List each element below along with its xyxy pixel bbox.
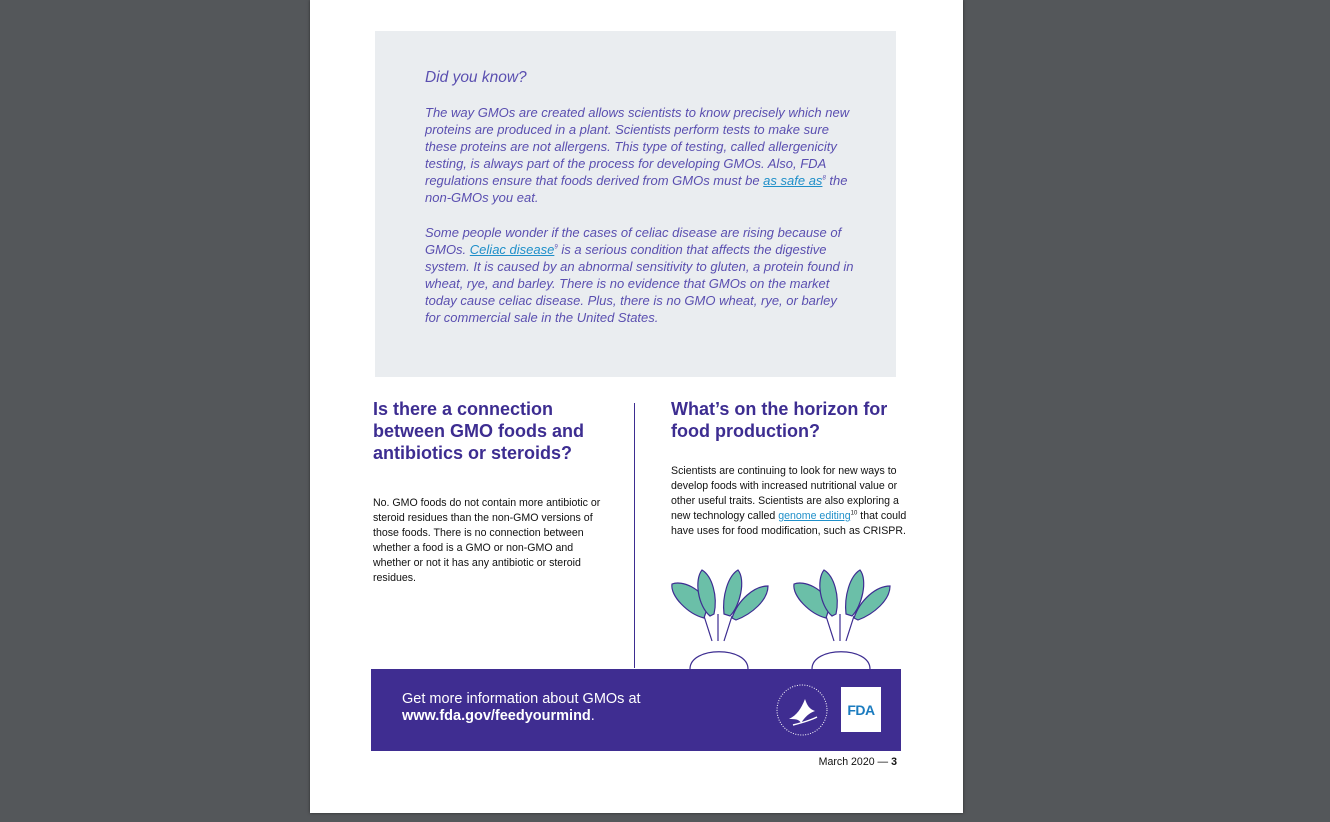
fda-logo-text: FDA — [847, 701, 875, 718]
right-body-end: that could have uses for food modification, such as CRISPR. — [671, 510, 907, 537]
footnote-ref-10: 10 — [850, 510, 858, 517]
callout-p2-start: Some people wonder if the cases of celiac disease are rising because of GMOs. — [425, 225, 842, 257]
callout-p1-end: the non-GMOs you eat. — [425, 173, 848, 205]
banner-text — [402, 691, 641, 725]
beet-left — [672, 570, 768, 669]
page-number: 3 — [891, 756, 897, 768]
callout-p1-text: The way GMOs are created allows scientists to know precisely which new proteins are produced in a plant. Scientists perform tests to make sure these proteins are not allergens. This type of testing, called allergenicity testing, is always part of the process for developing GMOs. Also, FDA regulations ensure that foods derived from GMOs must be — [425, 105, 850, 188]
banner-line-1: Get more information about GMOs at — [402, 691, 641, 707]
right-column — [671, 398, 911, 539]
celiac-disease-link[interactable]: Celiac disease — [469, 242, 555, 257]
left-body: No. GMO foods do not contain more antibiotic or steroid residues than the non-GMO versions of those foods. There is no connection between whether a food is a GMO or non-GMO and whether or not it has any antibiotic or steroid residues. — [373, 497, 601, 584]
left-heading: Is there a connection between GMO foods and antibiotics or steroids? — [373, 399, 585, 463]
info-banner — [371, 669, 901, 751]
hhs-seal-icon — [775, 683, 829, 737]
page-footer — [800, 756, 897, 768]
document-page — [310, 0, 963, 813]
footer-date: March 2020 — — [818, 756, 889, 768]
column-divider — [634, 403, 635, 668]
right-heading: What’s on the horizon for food production? — [671, 399, 888, 441]
footnote-ref-8: 8 — [822, 175, 826, 182]
banner-url-suffix: . — [590, 708, 595, 724]
did-you-know-callout — [375, 31, 896, 377]
beet-right — [794, 570, 890, 669]
footnote-ref-9: 9 — [554, 244, 558, 251]
beet-illustration — [668, 566, 900, 669]
left-column — [373, 398, 613, 586]
callout-paragraph-1 — [425, 104, 855, 206]
right-body — [671, 464, 911, 539]
as-safe-as-link[interactable]: as safe as — [763, 173, 823, 188]
fda-logo — [841, 687, 881, 732]
callout-p2-end: is a serious condition that affects the digestive system. It is caused by an abnormal sensitivity to gluten, a protein found in wheat, rye, and barley. There is no evidence that GMOs on the market today cause celiac disease. Plus, there is no GMO wheat, rye, or barley for commercial sale in the United States. — [425, 242, 854, 325]
fda-feedyourmind-link[interactable]: www.fda.gov/feedyourmind — [402, 708, 591, 724]
right-body-start: Scientists are continuing to look for new ways to develop foods with increased nutritional value or other useful traits. Scientists are also exploring a new technology called — [671, 465, 899, 522]
genome-editing-link[interactable]: genome editing — [778, 510, 851, 522]
callout-title: Did you know? — [425, 69, 527, 86]
callout-paragraph-2 — [425, 224, 855, 326]
